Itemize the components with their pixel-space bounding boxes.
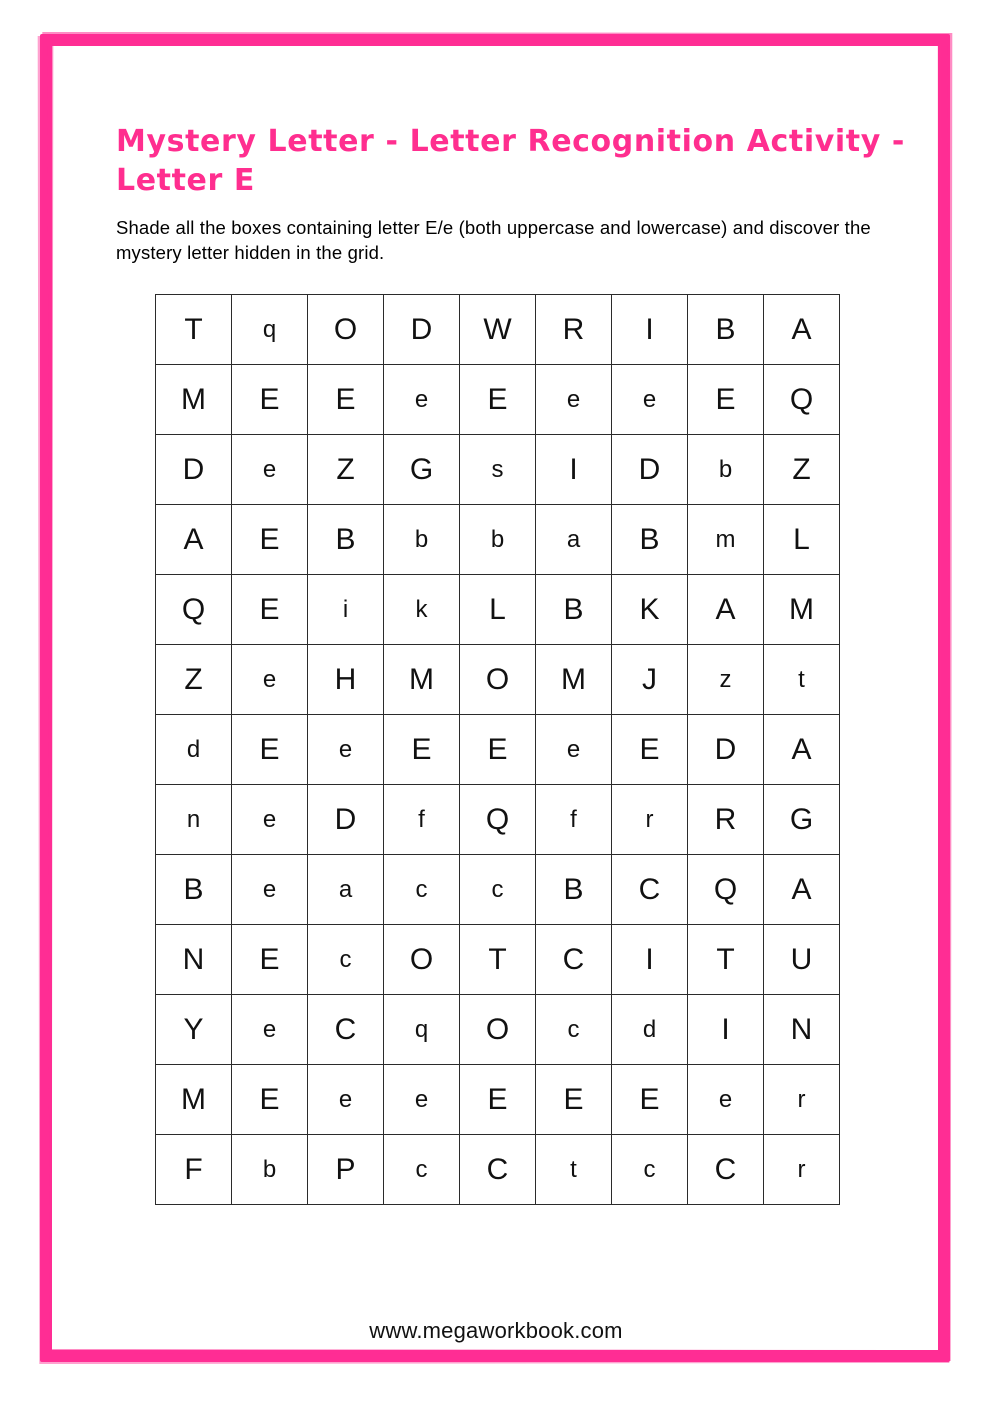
grid-cell[interactable]: A bbox=[764, 715, 840, 785]
grid-cell[interactable]: D bbox=[612, 435, 688, 505]
grid-cell[interactable]: M bbox=[536, 645, 612, 715]
grid-row bbox=[156, 715, 840, 785]
grid-cell[interactable]: t bbox=[764, 645, 840, 715]
grid-cell[interactable]: C bbox=[536, 925, 612, 995]
grid-cell[interactable]: T bbox=[460, 925, 536, 995]
grid-cell[interactable]: I bbox=[536, 435, 612, 505]
grid-cell[interactable]: Z bbox=[308, 435, 384, 505]
grid-cell[interactable]: E bbox=[232, 925, 308, 995]
grid-cell[interactable]: R bbox=[536, 295, 612, 365]
grid-cell[interactable]: Z bbox=[764, 435, 840, 505]
instructions-text: Shade all the boxes containing letter E/e (both uppercase and lowercase) and discover the mystery letter hidden in the grid. bbox=[116, 217, 871, 263]
grid-cell[interactable]: K bbox=[612, 575, 688, 645]
grid-cell[interactable]: I bbox=[612, 925, 688, 995]
letter-grid-body bbox=[156, 295, 840, 1205]
grid-cell[interactable]: E bbox=[232, 365, 308, 435]
grid-cell[interactable]: B bbox=[536, 855, 612, 925]
grid-cell[interactable]: I bbox=[612, 295, 688, 365]
grid-cell[interactable]: a bbox=[536, 505, 612, 575]
grid-cell[interactable]: M bbox=[156, 1065, 232, 1135]
grid-cell[interactable]: t bbox=[536, 1135, 612, 1205]
grid-cell[interactable]: C bbox=[688, 1135, 764, 1205]
grid-cell[interactable]: s bbox=[460, 435, 536, 505]
grid-cell[interactable]: O bbox=[384, 925, 460, 995]
grid-cell[interactable]: G bbox=[384, 435, 460, 505]
grid-row bbox=[156, 575, 840, 645]
grid-cell[interactable]: Q bbox=[156, 575, 232, 645]
grid-cell[interactable]: c bbox=[460, 855, 536, 925]
grid-row bbox=[156, 505, 840, 575]
grid-cell[interactable]: M bbox=[384, 645, 460, 715]
grid-cell[interactable]: e bbox=[308, 1065, 384, 1135]
grid-cell[interactable]: d bbox=[612, 995, 688, 1065]
grid-cell[interactable]: m bbox=[688, 505, 764, 575]
grid-cell[interactable]: E bbox=[460, 715, 536, 785]
grid-cell[interactable]: B bbox=[308, 505, 384, 575]
grid-cell[interactable]: E bbox=[232, 505, 308, 575]
footer-website-url: www.megaworkbook.com bbox=[369, 1318, 623, 1343]
grid-cell[interactable]: Q bbox=[460, 785, 536, 855]
grid-cell[interactable]: E bbox=[612, 715, 688, 785]
grid-cell[interactable]: C bbox=[308, 995, 384, 1065]
grid-cell[interactable]: D bbox=[308, 785, 384, 855]
grid-cell[interactable]: E bbox=[612, 1065, 688, 1135]
grid-cell[interactable]: E bbox=[536, 1065, 612, 1135]
grid-cell[interactable]: c bbox=[384, 855, 460, 925]
grid-cell[interactable]: k bbox=[384, 575, 460, 645]
grid-row bbox=[156, 925, 840, 995]
grid-cell[interactable]: L bbox=[460, 575, 536, 645]
grid-cell[interactable]: e bbox=[232, 785, 308, 855]
grid-cell[interactable]: b bbox=[688, 435, 764, 505]
grid-cell[interactable]: e bbox=[384, 1065, 460, 1135]
grid-cell[interactable]: B bbox=[536, 575, 612, 645]
grid-row bbox=[156, 1135, 840, 1205]
grid-cell[interactable]: n bbox=[156, 785, 232, 855]
grid-cell[interactable]: F bbox=[156, 1135, 232, 1205]
grid-cell[interactable]: I bbox=[688, 995, 764, 1065]
grid-cell[interactable]: e bbox=[308, 715, 384, 785]
grid-cell[interactable]: Z bbox=[156, 645, 232, 715]
grid-cell[interactable]: D bbox=[688, 715, 764, 785]
grid-cell[interactable]: H bbox=[308, 645, 384, 715]
grid-cell[interactable]: E bbox=[688, 365, 764, 435]
grid-cell[interactable]: r bbox=[612, 785, 688, 855]
grid-cell[interactable]: e bbox=[536, 715, 612, 785]
grid-cell[interactable]: W bbox=[460, 295, 536, 365]
grid-cell[interactable]: B bbox=[156, 855, 232, 925]
grid-cell[interactable]: R bbox=[688, 785, 764, 855]
grid-cell[interactable]: E bbox=[460, 365, 536, 435]
grid-row bbox=[156, 1065, 840, 1135]
grid-row bbox=[156, 785, 840, 855]
grid-cell[interactable]: E bbox=[460, 1065, 536, 1135]
grid-row bbox=[156, 645, 840, 715]
grid-cell[interactable]: b bbox=[460, 505, 536, 575]
grid-cell[interactable]: d bbox=[156, 715, 232, 785]
grid-cell[interactable]: U bbox=[764, 925, 840, 995]
grid-row bbox=[156, 365, 840, 435]
grid-cell[interactable]: J bbox=[612, 645, 688, 715]
grid-cell[interactable]: c bbox=[536, 995, 612, 1065]
grid-cell[interactable]: E bbox=[384, 715, 460, 785]
grid-cell[interactable]: e bbox=[536, 365, 612, 435]
grid-cell[interactable]: O bbox=[460, 645, 536, 715]
grid-cell[interactable]: e bbox=[688, 1065, 764, 1135]
grid-cell[interactable]: A bbox=[688, 575, 764, 645]
grid-cell[interactable]: E bbox=[308, 365, 384, 435]
letter-grid bbox=[155, 294, 840, 1205]
grid-cell[interactable]: G bbox=[764, 785, 840, 855]
grid-cell[interactable]: r bbox=[764, 1065, 840, 1135]
grid-cell[interactable]: c bbox=[612, 1135, 688, 1205]
grid-cell[interactable]: B bbox=[688, 295, 764, 365]
grid-cell[interactable]: f bbox=[384, 785, 460, 855]
grid-cell[interactable]: E bbox=[232, 1065, 308, 1135]
grid-cell[interactable]: A bbox=[156, 505, 232, 575]
grid-cell[interactable]: N bbox=[156, 925, 232, 995]
grid-cell[interactable]: a bbox=[308, 855, 384, 925]
grid-cell[interactable]: z bbox=[688, 645, 764, 715]
grid-row bbox=[156, 855, 840, 925]
grid-cell[interactable]: b bbox=[232, 1135, 308, 1205]
grid-cell[interactable]: i bbox=[308, 575, 384, 645]
grid-cell[interactable]: D bbox=[156, 435, 232, 505]
grid-cell[interactable]: L bbox=[764, 505, 840, 575]
grid-row bbox=[156, 295, 840, 365]
grid-cell[interactable]: Q bbox=[688, 855, 764, 925]
grid-cell[interactable]: r bbox=[764, 1135, 840, 1205]
grid-cell[interactable]: O bbox=[308, 295, 384, 365]
grid-cell[interactable]: T bbox=[156, 295, 232, 365]
grid-cell[interactable]: A bbox=[764, 855, 840, 925]
grid-cell[interactable]: f bbox=[536, 785, 612, 855]
grid-cell[interactable]: E bbox=[232, 715, 308, 785]
grid-cell[interactable]: P bbox=[308, 1135, 384, 1205]
grid-cell[interactable]: b bbox=[384, 505, 460, 575]
grid-row bbox=[156, 435, 840, 505]
grid-cell[interactable]: e bbox=[612, 365, 688, 435]
grid-cell[interactable]: A bbox=[764, 295, 840, 365]
grid-cell[interactable]: T bbox=[688, 925, 764, 995]
grid-cell[interactable]: N bbox=[764, 995, 840, 1065]
grid-cell[interactable]: O bbox=[460, 995, 536, 1065]
letter-grid-container bbox=[155, 294, 830, 1191]
page-title: Mystery Letter - Letter Recognition Activity - Letter E bbox=[116, 124, 905, 198]
grid-cell[interactable]: Y bbox=[156, 995, 232, 1065]
grid-cell[interactable]: D bbox=[384, 295, 460, 365]
grid-cell[interactable]: Q bbox=[764, 365, 840, 435]
grid-cell[interactable]: e bbox=[232, 645, 308, 715]
grid-cell[interactable]: e bbox=[384, 365, 460, 435]
grid-cell[interactable]: C bbox=[460, 1135, 536, 1205]
grid-cell[interactable]: E bbox=[232, 575, 308, 645]
grid-cell[interactable]: C bbox=[612, 855, 688, 925]
grid-row bbox=[156, 995, 840, 1065]
grid-cell[interactable]: c bbox=[308, 925, 384, 995]
grid-cell[interactable]: e bbox=[232, 995, 308, 1065]
grid-cell[interactable]: M bbox=[156, 365, 232, 435]
grid-cell[interactable]: e bbox=[232, 435, 308, 505]
grid-cell[interactable]: M bbox=[764, 575, 840, 645]
grid-cell[interactable]: q bbox=[232, 295, 308, 365]
grid-cell[interactable]: B bbox=[612, 505, 688, 575]
grid-cell[interactable]: c bbox=[384, 1135, 460, 1205]
grid-cell[interactable]: q bbox=[384, 995, 460, 1065]
grid-cell[interactable]: e bbox=[232, 855, 308, 925]
